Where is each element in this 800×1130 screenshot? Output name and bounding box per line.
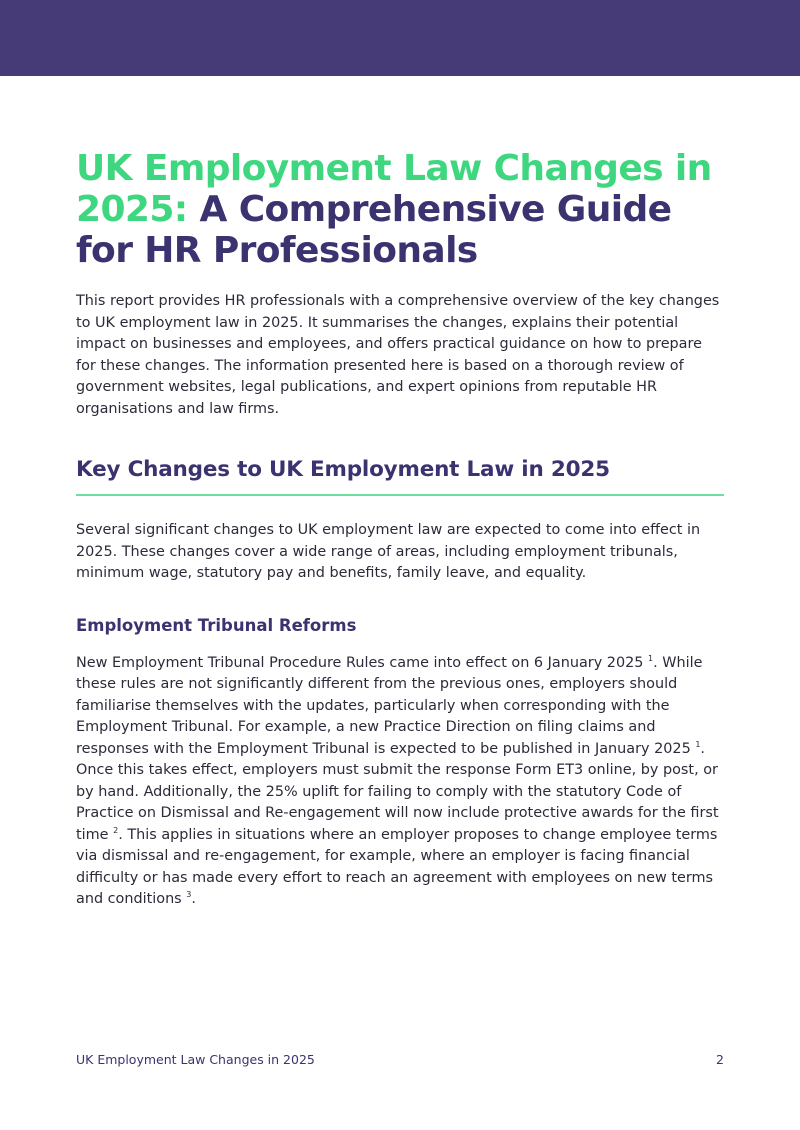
tribunal-text-3: . Once this takes effect, employers must submit the response Form ET3 online, by post, or by hand. Additionally, the 25% uplift for failing to comply with the statutory Code of Practice on Dismissal and Re-engagement will now include protective awards for the first time <box>76 740 719 843</box>
footnote-ref: 2 <box>113 825 119 835</box>
page-title <box>76 148 724 271</box>
section-heading: Key Changes to UK Employment Law in 2025 <box>76 457 610 482</box>
footnote-ref: 3 <box>186 890 192 899</box>
section-divider <box>76 494 724 496</box>
tribunal-text-1: New Employment Tribunal Procedure Rules came into effect on 6 January 2025 <box>76 654 644 671</box>
header-band <box>0 0 800 76</box>
footnote-ref: 1 <box>695 739 701 749</box>
footer-title: UK Employment Law Changes in 2025 <box>76 1052 315 1067</box>
page-title-main: A Comprehensive Guide for HR Professionals <box>76 189 672 271</box>
page-title-accent: UK Employment Law Changes in 2025: <box>76 148 712 230</box>
page-content <box>76 148 724 911</box>
tribunal-text-2: . While these rules are not significantly different from the previous ones, employers should familiarise themselves with the updates, particularly when corresponding with the Employment Tribunal. For example, a new Practice Direction on filing claims and responses with the Employment Tribunal is expected to be published in January 2025 <box>76 654 703 757</box>
subsection-heading: Employment Tribunal Reforms <box>76 615 357 635</box>
tribunal-paragraph <box>76 653 724 911</box>
intro-paragraph: This report provides HR professionals with a comprehensive overview of the key changes to UK employment law in 2025. It summarises the changes, explains their potential impact on businesses and employees, and offers practical guidance on how to prepare for these changes. The information presented here is based on a thorough review of government websites, legal publications, and expert opinions from reputable HR organisations and law firms. <box>76 293 720 417</box>
tribunal-text-4: . This applies in situations where an employer proposes to change employee terms via dismissal and re-engagement, for example, where an employer is facing financial difficulty or has made every effort to reach an agreement with employees on new terms and conditions <box>76 826 718 907</box>
footnote-ref: 1 <box>648 653 654 663</box>
tribunal-text-5: . <box>191 891 196 907</box>
section-paragraph: Several significant changes to UK employment law are expected to come into effect in 2025. These changes cover a wide range of areas, including employment tribunals, minimum wage, statutory pay and benefits, family leave, and equality. <box>76 522 701 581</box>
page-number: 2 <box>716 1052 724 1067</box>
